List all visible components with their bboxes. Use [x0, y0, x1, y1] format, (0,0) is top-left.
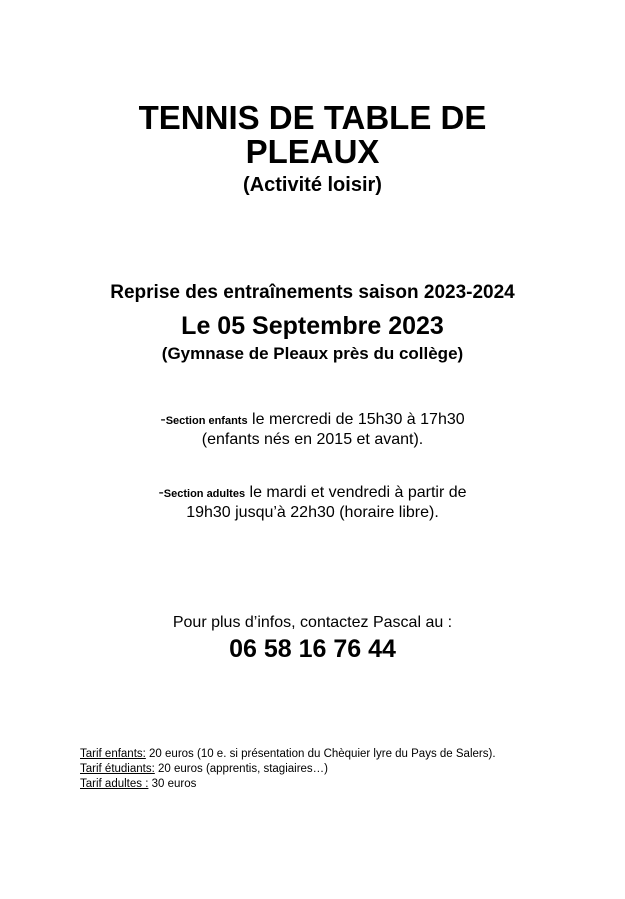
section-enfants-label: Section enfants — [165, 415, 248, 427]
tarif-enfants-value: 20 euros (10 e. si présentation du Chèquier lyre du Pays de Salers). — [145, 748, 496, 760]
tarif-adultes-value: 30 euros — [148, 778, 197, 790]
section-adultes-line-1 — [0, 483, 625, 504]
tarifs-list — [80, 747, 496, 792]
tarif-etudiants-label: Tarif étudiants: — [80, 763, 155, 775]
title-line-2: PLEAUX — [245, 133, 380, 170]
contact-text: Pour plus d’infos, contactez Pascal au : — [172, 614, 453, 631]
tarif-enfants — [80, 747, 496, 762]
section-adultes-schedule: le mardi et vendredi à partir de — [245, 484, 467, 501]
section-enfants-schedule: le mercredi de 15h30 à 17h30 — [247, 411, 465, 428]
section-adultes-label: Section adultes — [163, 488, 246, 500]
section-adultes-line-2: 19h30 jusqu’à 22h30 (horaire libre). — [186, 504, 439, 521]
tarif-adultes-label: Tarif adultes : — [80, 778, 149, 790]
tarif-etudiants — [80, 762, 496, 777]
reprise-heading: Reprise des entraînements saison 2023-2024 — [110, 282, 515, 303]
section-adultes-dash: - — [158, 484, 164, 501]
reprise-date: Le 05 Septembre 2023 — [181, 312, 444, 340]
tarif-adultes — [80, 777, 496, 792]
tarif-etudiants-value: 20 euros (apprentis, stagiaires…) — [154, 763, 329, 775]
section-enfants-line-1 — [0, 410, 625, 431]
tarif-enfants-label: Tarif enfants: — [80, 748, 146, 760]
reprise-venue: (Gymnase de Pleaux près du collège) — [161, 344, 464, 363]
section-enfants-line-2: (enfants nés en 2015 et avant). — [201, 431, 424, 448]
subtitle: (Activité loisir) — [243, 174, 382, 196]
title-line-1: TENNIS DE TABLE DE — [138, 99, 487, 136]
contact-phone: 06 58 16 76 44 — [229, 635, 396, 663]
section-enfants-dash: - — [160, 411, 166, 428]
